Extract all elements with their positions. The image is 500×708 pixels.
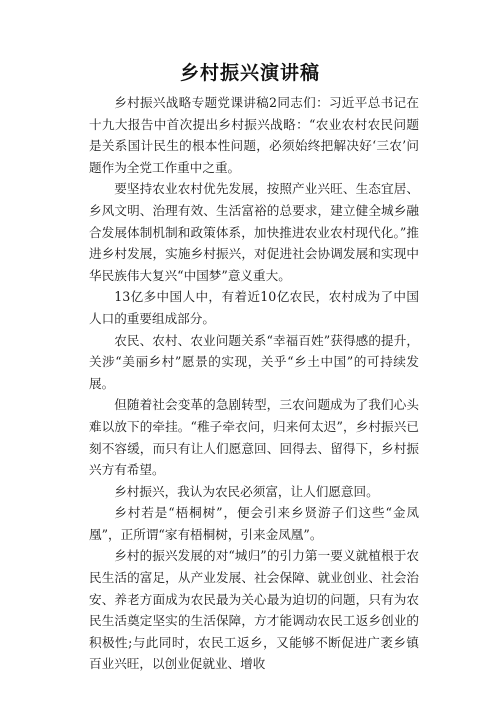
paragraph: 乡村若是“梧桐树”，便会引来乡贤游子们这些“金凤凰”，正所谓“家有梧桐树，引来金凤凰”。 xyxy=(89,505,419,542)
paragraph: 但随着社会变革的急剧转型，三农问题成为了我们心头难以放下的牵挂。“稚子牵衣问，归来何太迟”，乡村振兴已刻不容缓，而只有让人们愿意回、回得去、留得下，乡村振兴方有希望。 xyxy=(89,397,419,478)
paragraph: 农民、农村、农业问题关系“幸福百姓”获得感的提升，关涉“美丽乡村”愿景的实现，关乎“乡土中国”的可持续发展。 xyxy=(89,332,419,391)
paragraph: 要坚持农业农村优先发展，按照产业兴旺、生态宜居、乡风文明、治理有效、生活富裕的总要求，建立健全城乡融合发展体制机制和政策体系，加快推进农业农村现代化。”推进乡村发展，实施乡村振兴，对促进社会协调发展和实现中华民族伟大复兴“中国梦”意义重大。 xyxy=(89,181,419,283)
paragraph: 乡村的振兴发展的对“城归”的引力第一要义就植根于农民生活的富足，从产业发展、社会保障、就业创业、社会治安、养老方面成为农民最为关心最为迫切的问题，只有为农民生活奠定坚实的生活保障，方才能调动农民工返乡创业的积极性;与此同时，农民工返乡，又能够不断促进广袤乡镇百业兴旺，以创业促就业、增收 xyxy=(89,548,419,672)
document-body xyxy=(89,92,419,675)
document-title: 乡村振兴演讲稿 xyxy=(179,62,320,84)
paragraph: 乡村振兴战略专题党课讲稿2同志们：习近平总书记在十九大报告中首次提出乡村振兴战略：“农业农村农民问题是关系国计民生的根本性问题，必须始终把解决好‘三农’问题作为全党工作重中之重。 xyxy=(89,95,419,175)
paragraph: 13亿多中国人中，有着近10亿农民，农村成为了中国人口的重要组成部分。 xyxy=(89,289,419,326)
paragraph: 乡村振兴，我认为农民必须富，让人们愿意回。 xyxy=(114,483,379,499)
